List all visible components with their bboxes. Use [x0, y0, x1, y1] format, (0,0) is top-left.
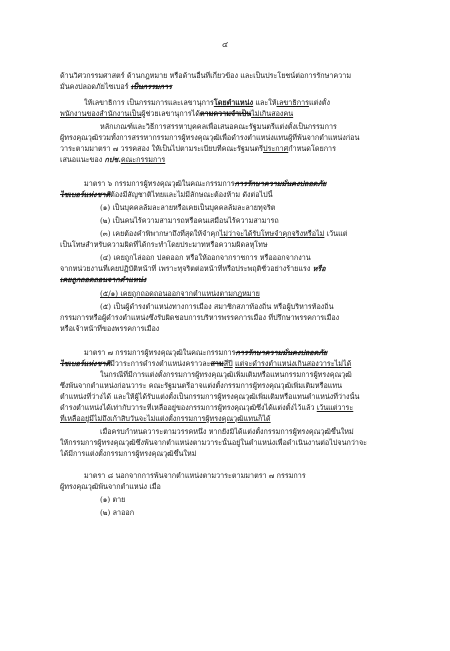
text-run: เลขาธิการ	[276, 98, 309, 107]
text-run: และให้	[253, 98, 277, 107]
text-line	[100, 203, 406, 212]
text-run: มั่นคงปลอดภัยไซเบอร์	[60, 82, 131, 91]
text-run: ต้องมีสัญชาติไทยและไม่มีลักษณะต้องห้าม ดังต่อไปนี้	[110, 190, 273, 199]
text-run: มีวาระการดำรงตำแหน่งคราวละ	[110, 359, 211, 368]
text-run: ผู้ช่วยเลขานุการได้	[141, 109, 200, 118]
text-run: ไซเบอร์แห่งชาติ	[60, 359, 111, 368]
text-run: สี่ปี	[223, 359, 233, 368]
text-line	[60, 482, 406, 491]
text-run: มาตรา ๗ กรรมการผู้ทรงคุณวุฒิในคณะกรรมการ	[84, 348, 236, 357]
text-run: วาระตามมาตรา ๗ วรรคสอง ให้เป็นไปตามระเบียบที่คณะรัฐมนตรี	[60, 144, 264, 153]
text-run: หรือ	[312, 264, 326, 273]
text-run: การรักษาความมั่นคงปลอดภัย	[234, 179, 327, 188]
text-run: การรักษาความมั่นคงปลอดภัย	[235, 348, 328, 357]
text-run: ไซเบอร์แห่งชาติ	[60, 190, 111, 199]
text-run: สาม	[210, 359, 224, 368]
text-run: กรรมการหรือผู้ดำรงตำแหน่งซึ่งรับผิดชอบการบริหารพรรคการเมือง ที่ปรึกษาพรรคการเมือง	[60, 313, 340, 322]
text-run: (๕) เป็นผู้ดำรงตำแหน่งทางการเมือง สมาชิกสภาท้องถิ่น หรือผู้บริหารท้องถิ่น	[100, 302, 334, 311]
text-line	[60, 240, 406, 249]
text-line	[100, 216, 406, 225]
text-run: ไม่เกินสองคน	[251, 109, 294, 118]
text-run: (๒) ลาออก	[100, 508, 135, 517]
text-run: (๒) เป็นคนไร้ความสามารถหรือคนเสมือนไร้ความสามารถ	[100, 216, 279, 225]
text-run: (๓) เคยต้องคำพิพากษาถึงที่สุดให้จำคุก	[100, 229, 220, 238]
text-run: กำหนดโดยการ	[288, 144, 336, 153]
text-run: (๑) ตาย	[100, 495, 126, 504]
text-line	[100, 289, 406, 298]
text-run: ประกาศ	[263, 144, 289, 153]
text-run: คณะกรรมการ	[120, 155, 166, 164]
text-run: ด้านวิศวกรรมศาสตร์ ด้านกฎหมาย หรือด้านอื่นที่เกี่ยวข้อง และเป็นประโยชน์ต่อการรักษาความ	[60, 71, 352, 80]
text-run: ผู้ทรงคุณวุฒิรวมทั้งการสรรหากรรมการผู้ทรงคุณวุฒิเพื่อดำรงตำแหน่งแทนผู้ที่พ้นจากตำแหน่งก่อน	[60, 133, 360, 142]
text-run: เมื่อครบกำหนดวาระตามวรรคหนึ่ง หากยังมิได้แต่งตั้งกรรมการผู้ทรงคุณวุฒิขึ้นใหม่	[100, 427, 354, 436]
text-line	[60, 275, 406, 284]
text-line	[60, 414, 406, 423]
text-run: กปช.	[104, 155, 121, 164]
text-line	[60, 144, 406, 153]
text-run: ให้เลขาธิการ เป็นกรรมการและเลขานุการ	[84, 98, 214, 107]
text-line	[60, 449, 406, 458]
text-run: ตำแหน่งที่ว่างได้ และให้ผู้ได้รับแต่งตั้งเป็นกรรมการผู้ทรงคุณวุฒิเพิ่มเติมหรือแทนตำแหน่งที่ว่างนั้น	[60, 392, 360, 401]
text-run: แต่งตั้ง	[308, 98, 330, 107]
text-line	[84, 179, 406, 188]
text-run: ดำรงตำแหน่งได้เท่ากับวาระที่เหลืออยู่ของกรรมการผู้ทรงคุณวุฒิซึ่งได้แต่งตั้งไว้แล้ว	[60, 403, 317, 412]
text-run: เสนอแนะของ	[60, 155, 105, 164]
text-line	[60, 392, 406, 401]
text-line	[100, 495, 406, 504]
text-run: ผู้ทรงคุณวุฒิพ้นจากตำแหน่ง เมื่อ	[60, 482, 161, 491]
text-run: เคยถูกถอดถอนจากตำแหน่ง	[60, 275, 147, 284]
text-run: ไม่ว่าจะได้รับโทษจำคุกจริงหรือไม่	[219, 229, 325, 238]
text-run: ได้มีการแต่งตั้งกรรมการผู้ทรงคุณวุฒิขึ้นใหม่	[60, 449, 197, 458]
text-line	[60, 324, 406, 333]
text-run: หรือเจ้าหน้าที่ของพรรคการเมือง	[60, 324, 160, 333]
text-line	[60, 155, 406, 164]
text-line	[100, 253, 406, 262]
text-run: มาตรา ๘ นอกจากการพ้นจากตำแหน่งตามวาระตามมาตรา ๗ กรรมการ	[84, 471, 306, 480]
text-run: โดยตำแหน่ง	[213, 98, 254, 107]
text-run: มาตรา ๖ กรรมการผู้ทรงคุณวุฒิในคณะกรรมการ	[84, 179, 235, 188]
text-run: เป็นโทษสำหรับความผิดที่ได้กระทำโดยประมาทหรือความผิดลหุโทษ	[60, 240, 268, 249]
text-line	[60, 359, 406, 368]
page-number: ๔	[221, 40, 229, 49]
text-run: ในกรณีที่มีการแต่งตั้งกรรมการผู้ทรงคุณวุฒิเพิ่มเติมหรือแทนกรรมการผู้ทรงคุณวุฒิ	[100, 370, 352, 379]
text-line	[100, 229, 406, 238]
text-line	[60, 438, 406, 447]
text-line	[60, 82, 406, 91]
text-line	[60, 381, 406, 390]
text-run: ซึ่งพ้นจากตำแหน่งก่อนวาระ คณะรัฐมนตรีอาจแต่งตั้งกรรมการผู้ทรงคุณวุฒิเพิ่มเติมหรือแทน	[60, 381, 343, 390]
text-line	[100, 302, 406, 311]
text-line	[100, 427, 406, 436]
text-line	[60, 264, 406, 273]
text-run: หลักเกณฑ์และวิธีการสรรหาบุคคลเพื่อเสนอคณะรัฐมนตรีแต่งตั้งเป็นกรรมการ	[100, 122, 337, 131]
text-line	[84, 98, 406, 107]
text-line	[100, 370, 406, 379]
text-run: จากหน่วยงานที่เคยปฏิบัติหน้าที่ เพราะทุจริตต่อหน้าที่หรือประพฤติชั่วอย่างร้ายแรง	[60, 264, 313, 273]
text-run: เว้นแต่	[324, 229, 348, 238]
text-line	[84, 348, 406, 357]
text-line	[60, 109, 406, 118]
text-run: พนักงานของสำนักงานเป็น	[60, 109, 142, 118]
text-run: ให้กรรมการผู้ทรงคุณวุฒิซึ่งพ้นจากตำแหน่งตามวาระนั้นอยู่ในตำแหน่งเพื่อดำเนินงานต่อไปจนกว่าจะ	[60, 438, 368, 447]
text-run: ตามความจำเป็น	[199, 109, 252, 118]
text-run: แต่จะดำรงตำแหน่งเกินสองวาระไม่ได้	[234, 359, 352, 368]
text-line	[60, 403, 406, 412]
text-line	[60, 190, 406, 199]
text-run: เป็นกรรมการ	[130, 82, 172, 91]
text-line	[100, 122, 406, 131]
text-line	[84, 471, 406, 480]
text-run: (๑) เป็นบุคคลล้มละลายหรือเคยเป็นบุคคลล้มละลายทุจริต	[100, 203, 276, 212]
text-run: ที่เหลืออยู่มีไม่ถึงเก้าสิบวันจะไม่แต่งตั้งกรรมการผู้ทรงคุณวุฒิแทนก็ได้	[60, 414, 271, 423]
text-run: (๔) เคยถูกไล่ออก ปลดออก หรือให้ออกจากราชการ หรือออกจากงาน	[100, 253, 311, 262]
text-line	[60, 71, 406, 80]
text-line	[100, 508, 406, 517]
text-line	[60, 133, 406, 142]
text-run: (๕/๑) เคยถูกถอดถอนออกจากตำแหน่งตามกฎหมาย	[100, 289, 260, 298]
text-run: เว้นแต่วาระ	[316, 403, 354, 412]
text-line	[60, 313, 406, 322]
